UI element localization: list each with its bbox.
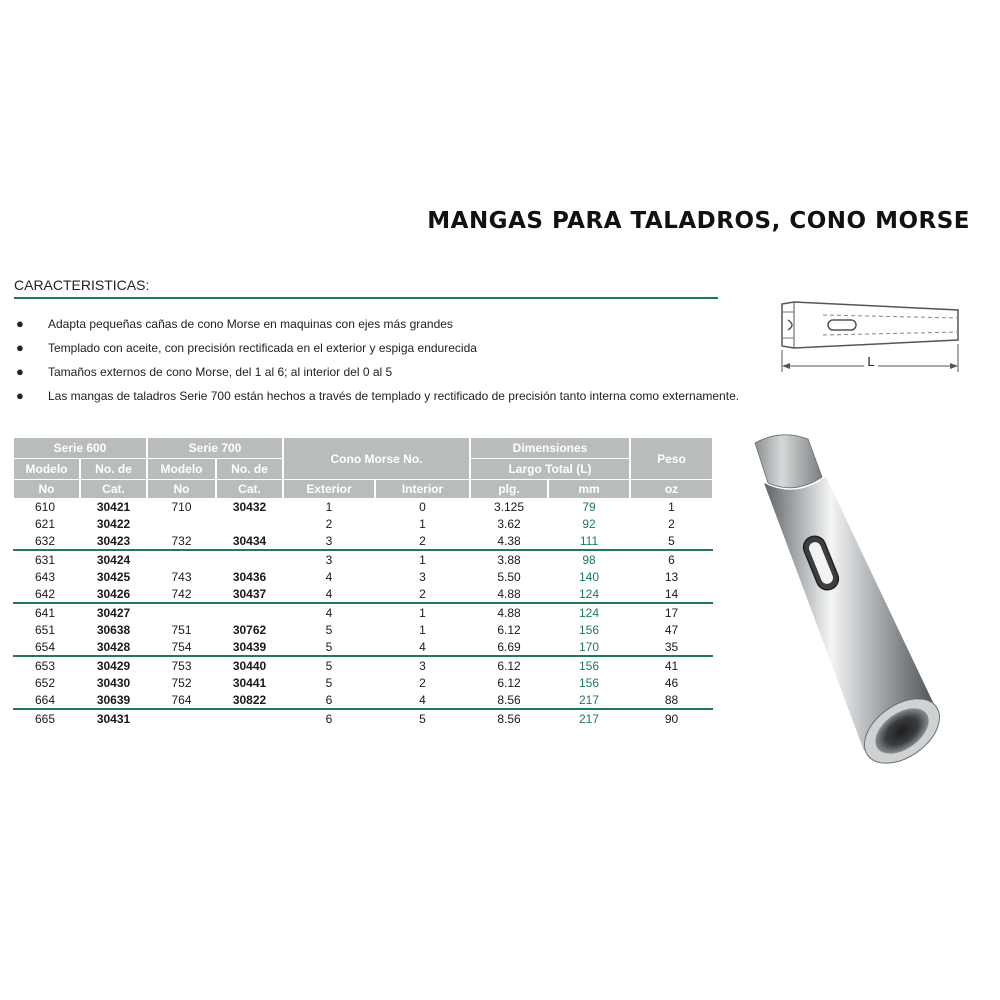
- cell-cat-700: 30434: [216, 532, 283, 550]
- header-largo-total: Largo Total (L): [470, 459, 630, 480]
- table-row: [13, 691, 713, 709]
- cell-largo-mm: 111: [548, 532, 630, 550]
- cell-largo-plg: 3.62: [497, 516, 521, 531]
- cell-peso-oz: 47: [664, 622, 679, 637]
- header-nocat-700-cat: Cat.: [216, 480, 283, 499]
- table-row: [13, 585, 713, 603]
- cell-cat-700: [216, 603, 283, 621]
- cell-peso-oz: 17: [664, 605, 679, 620]
- cell-cono-exterior: 4: [325, 569, 333, 584]
- cell-modelo-700: [147, 709, 216, 727]
- features-header: CARACTERISTICAS:: [14, 277, 718, 299]
- cell-largo-mm: 217: [578, 711, 600, 726]
- cell-peso-oz: 46: [664, 675, 679, 690]
- cell-largo-plg: 3.88: [497, 552, 521, 567]
- cell-cat-600: 30427: [96, 605, 131, 620]
- cell-cat-700: 30762: [232, 622, 267, 637]
- cell-modelo-700: 743: [171, 569, 192, 584]
- cell-cat-700: [216, 709, 283, 727]
- bullet-icon: ●: [16, 316, 24, 331]
- dimension-label: L: [867, 354, 875, 369]
- cell-cono-exterior: 1: [325, 499, 333, 514]
- cell-largo-mm: 124: [548, 585, 630, 603]
- cell-largo-plg: 6.12: [497, 675, 521, 690]
- cell-modelo-700: 710: [171, 499, 192, 514]
- cell-modelo-700: 764: [147, 691, 216, 709]
- cell-cat-600: 30422: [96, 516, 131, 531]
- header-serie-700: Serie 700: [147, 438, 283, 459]
- cell-cat-600: 30424: [96, 552, 131, 567]
- cell-cono-exterior: 3: [283, 532, 375, 550]
- table-row: [13, 568, 713, 585]
- cell-peso-oz: 88: [630, 691, 713, 709]
- cell-largo-plg: 3.125: [493, 499, 525, 514]
- list-item: ● Las mangas de taladros Serie 700 están hechos a través de templado y rectificado de precisión tanto interna como externamente.: [14, 384, 734, 408]
- cell-cono-interior: 2: [375, 585, 470, 603]
- cell-modelo-600: 651: [35, 622, 56, 637]
- cell-modelo-600: 631: [35, 552, 56, 567]
- cell-cono-exterior: 4: [325, 605, 333, 620]
- cell-modelo-600: 632: [13, 532, 80, 550]
- header-modelo-600-no: No: [13, 480, 80, 499]
- cell-cono-exterior: 5: [325, 675, 333, 690]
- table-row: [13, 709, 713, 727]
- table-row: [13, 656, 713, 674]
- cell-largo-plg: 8.56: [497, 711, 521, 726]
- cell-cat-700: [216, 550, 283, 568]
- cell-cono-exterior: 5: [325, 622, 333, 637]
- cell-modelo-700: 751: [171, 622, 192, 637]
- cell-largo-mm: 156: [578, 675, 600, 690]
- page-title: MANGAS PARA TALADROS, CONO MORSE: [427, 208, 970, 234]
- bullet-icon: ●: [16, 340, 24, 355]
- cell-cono-exterior: 5: [325, 658, 333, 673]
- cell-peso-oz: 90: [664, 711, 679, 726]
- cell-largo-plg: 5.50: [497, 569, 521, 584]
- cell-modelo-700: [147, 603, 216, 621]
- cell-peso-oz: 13: [664, 569, 679, 584]
- cell-modelo-600: 643: [35, 569, 56, 584]
- cell-largo-mm: 124: [578, 605, 600, 620]
- table-row: [13, 498, 713, 515]
- cell-modelo-700: 753: [171, 658, 192, 673]
- cell-cat-600: 30423: [80, 532, 147, 550]
- cell-cono-exterior: 2: [325, 516, 333, 531]
- cell-cat-700: 30432: [232, 499, 267, 514]
- cell-cono-interior: 1: [419, 552, 426, 567]
- cell-cat-600: 30639: [80, 691, 147, 709]
- cell-cono-exterior: 4: [283, 585, 375, 603]
- cell-modelo-700: 754: [147, 638, 216, 656]
- cell-largo-mm: 98: [582, 552, 596, 567]
- list-item: ● Tamaños externos de cono Morse, del 1 al 6; al interior del 0 al 5: [14, 360, 734, 384]
- cell-modelo-600: 654: [13, 638, 80, 656]
- spec-table-body: [13, 498, 713, 727]
- cell-cono-interior: 3: [419, 569, 426, 584]
- cell-cono-exterior: 3: [325, 552, 333, 567]
- cell-peso-oz: 41: [664, 658, 679, 673]
- cell-cono-interior: 0: [419, 499, 426, 514]
- header-cono-morse: Cono Morse No.: [283, 438, 470, 480]
- cell-largo-mm: 156: [578, 622, 600, 637]
- cell-modelo-600: 642: [13, 585, 80, 603]
- header-serie-600: Serie 600: [13, 438, 147, 459]
- cell-cono-exterior: 5: [283, 638, 375, 656]
- table-row: [13, 532, 713, 550]
- cell-cono-exterior: 6: [283, 691, 375, 709]
- cell-peso-oz: 14: [630, 585, 713, 603]
- cell-cono-interior: 3: [419, 658, 426, 673]
- cell-cat-600: 30429: [96, 658, 131, 673]
- cell-largo-plg: 6.12: [497, 658, 521, 673]
- cell-largo-plg: 4.88: [470, 585, 548, 603]
- cell-largo-mm: 79: [582, 499, 596, 514]
- header-modelo-600: Modelo: [13, 459, 80, 480]
- header-modelo-700: Modelo: [147, 459, 216, 480]
- spec-table: [12, 437, 714, 727]
- cell-modelo-600: 610: [35, 499, 56, 514]
- table-row: [13, 621, 713, 638]
- header-peso: Peso: [630, 438, 713, 480]
- header-interior: Interior: [375, 480, 470, 499]
- cell-largo-plg: 8.56: [470, 691, 548, 709]
- cell-cat-600: 30431: [96, 711, 131, 726]
- cell-cat-700: 30441: [232, 675, 267, 690]
- table-row: [13, 674, 713, 691]
- cell-cono-interior: 4: [375, 691, 470, 709]
- sleeve-product-image: [740, 425, 970, 785]
- cell-largo-plg: 4.38: [470, 532, 548, 550]
- cell-modelo-600: 665: [35, 711, 56, 726]
- cell-cat-600: 30430: [96, 675, 131, 690]
- cell-cat-600: 30428: [80, 638, 147, 656]
- cell-cono-interior: 1: [419, 605, 426, 620]
- cell-largo-mm: 92: [582, 516, 596, 531]
- cell-cat-700: 30822: [216, 691, 283, 709]
- features-list: [14, 312, 740, 408]
- cell-largo-mm: 170: [548, 638, 630, 656]
- cell-cono-interior: 5: [419, 711, 426, 726]
- cell-peso-oz: 1: [668, 499, 675, 514]
- cell-largo-plg: 6.12: [497, 622, 521, 637]
- cell-cat-600: 30421: [96, 499, 131, 514]
- cell-cat-700: [216, 515, 283, 532]
- cell-cono-interior: 1: [419, 516, 426, 531]
- header-plg: plg.: [470, 480, 548, 499]
- cell-cat-700: 30439: [216, 638, 283, 656]
- cell-cat-600: 30425: [96, 569, 131, 584]
- cell-cono-exterior: 6: [325, 711, 333, 726]
- cell-cat-700: 30440: [232, 658, 267, 673]
- header-dimensiones: Dimensiones: [470, 438, 630, 459]
- header-mm: mm: [548, 480, 630, 499]
- cell-modelo-600: 653: [35, 658, 56, 673]
- cell-cat-700: 30436: [232, 569, 267, 584]
- cell-modelo-700: 732: [147, 532, 216, 550]
- cell-cono-interior: 2: [375, 532, 470, 550]
- bullet-icon: ●: [16, 388, 24, 403]
- cell-cono-interior: 2: [419, 675, 426, 690]
- list-item: ● Adapta pequeñas cañas de cono Morse en maquinas con ejes más grandes: [14, 312, 734, 336]
- cell-cat-600: 30638: [96, 622, 131, 637]
- cell-peso-oz: 35: [630, 638, 713, 656]
- cell-modelo-700: 752: [171, 675, 192, 690]
- cell-largo-plg: 6.69: [470, 638, 548, 656]
- cell-largo-mm: 217: [548, 691, 630, 709]
- cell-largo-plg: 4.88: [497, 605, 521, 620]
- header-nocat-600-cat: Cat.: [80, 480, 147, 499]
- cell-modelo-700: [147, 550, 216, 568]
- cell-modelo-600: 641: [35, 605, 56, 620]
- cell-modelo-700: 742: [147, 585, 216, 603]
- cell-modelo-700: [147, 515, 216, 532]
- cell-cono-interior: 4: [375, 638, 470, 656]
- header-oz: oz: [630, 480, 713, 499]
- cell-largo-mm: 156: [578, 658, 600, 673]
- sleeve-technical-drawing: [768, 290, 980, 380]
- bullet-icon: ●: [16, 364, 24, 379]
- table-row: [13, 603, 713, 621]
- cell-modelo-600: 621: [35, 516, 56, 531]
- table-row: [13, 515, 713, 532]
- header-modelo-700-no: No: [147, 480, 216, 499]
- cell-peso-oz: 2: [668, 516, 675, 531]
- cell-modelo-600: 664: [13, 691, 80, 709]
- cell-modelo-600: 652: [35, 675, 56, 690]
- list-item: ● Templado con aceite, con precisión rectificada en el exterior y espiga endurecida: [14, 336, 734, 360]
- table-row: [13, 638, 713, 656]
- cell-largo-mm: 140: [578, 569, 600, 584]
- cell-peso-oz: 5: [630, 532, 713, 550]
- header-nocat-600: No. de: [80, 459, 147, 480]
- header-exterior: Exterior: [283, 480, 375, 499]
- cell-cat-700: 30437: [216, 585, 283, 603]
- cell-peso-oz: 6: [668, 552, 675, 567]
- header-nocat-700: No. de: [216, 459, 283, 480]
- cell-cat-600: 30426: [80, 585, 147, 603]
- table-row: [13, 550, 713, 568]
- cell-cono-interior: 1: [419, 622, 426, 637]
